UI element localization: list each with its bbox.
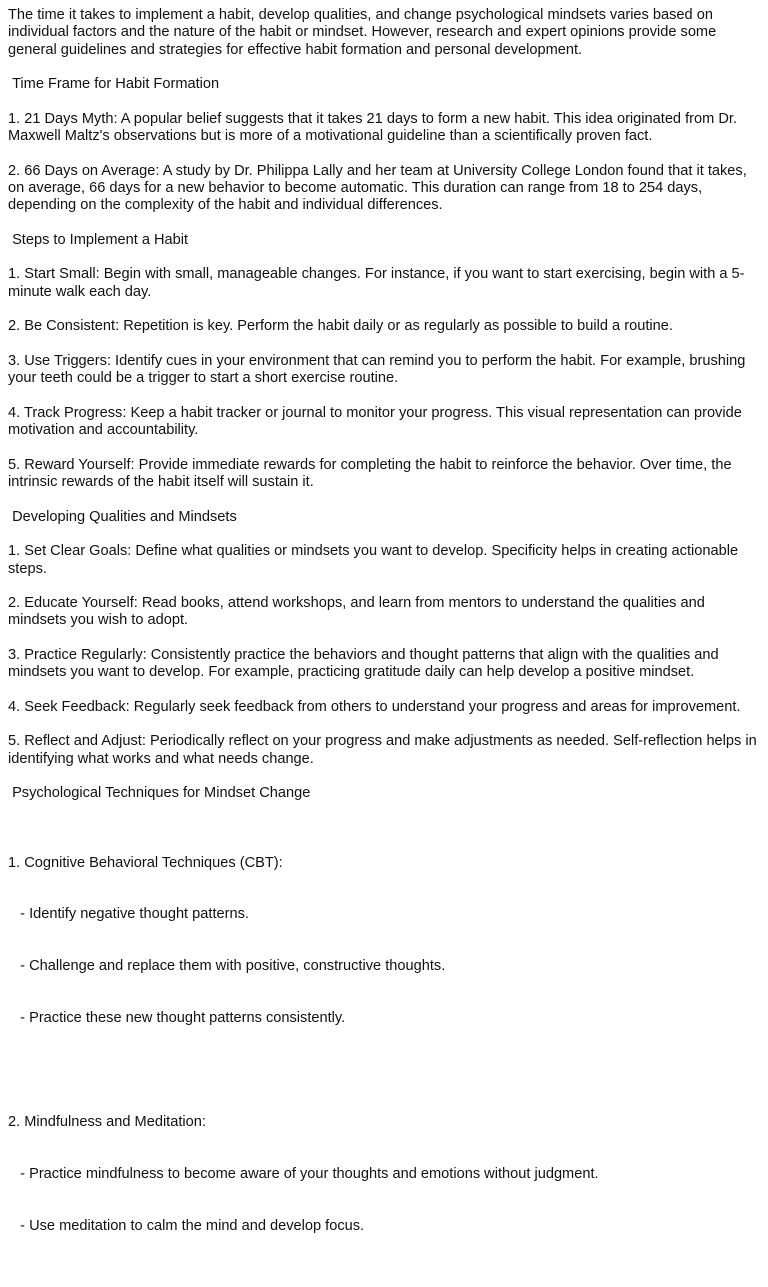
list-item: 2. Educate Yourself: Read books, attend workshops, and learn from mentors to understand the qualities and mindsets you wish to adopt. — [8, 595, 709, 629]
list-item: 4. Seek Feedback: Regularly seek feedback from others to understand your progress and areas for improvement. — [8, 698, 741, 715]
section-heading-qualities: Developing Qualities and Mindsets — [8, 508, 237, 525]
technique-subitem: - Identify negative thought patterns. — [8, 906, 249, 923]
section-heading-time-frame: Time Frame for Habit Formation — [8, 76, 220, 93]
section-heading-steps: Steps to Implement a Habit — [8, 231, 189, 248]
technique-item-cbt — [8, 820, 764, 1062]
list-item: 4. Track Progress: Keep a habit tracker or journal to monitor your progress. This visual representation can provide motivation and accountability. — [8, 404, 746, 439]
technique-item-mindfulness — [8, 1079, 764, 1269]
list-item: 1. Start Small: Begin with small, manageable changes. For instance, if you want to start exercising, begin with a 5-minute walk each day. — [8, 266, 745, 300]
list-item: 2. Be Consistent: Repetition is key. Perform the habit daily or as regularly as possible to build a routine. — [8, 318, 673, 335]
intro-paragraph: The time it takes to implement a habit, develop qualities, and change psychological mindsets varies based on individual factors and the nature of the habit or mindset. However, research and expert opinions provide some general guidelines and strategies for effective habit formation and personal development. — [8, 7, 721, 58]
technique-subitem: - Practice these new thought patterns consistently. — [8, 1010, 346, 1027]
list-item: 1. 21 Days Myth: A popular belief suggests that it takes 21 days to form a new habit. This idea originated from Dr. Maxwell Maltz's observations but is more of a motivational guideline than a scientifically proven fact. — [8, 110, 742, 145]
list-item: 5. Reflect and Adjust: Periodically reflect on your progress and make adjustments as needed. Self-reflection helps in identifying what works and what needs change. — [8, 733, 761, 767]
technique-subitem: - Use meditation to calm the mind and develop focus. — [8, 1217, 365, 1234]
section-heading-techniques: Psychological Techniques for Mindset Change — [8, 785, 311, 802]
list-item: 3. Practice Regularly: Consistently practice the behaviors and thought patterns that align with the qualities and mindsets you want to develop. For example, practicing gratitude daily can help develop a positive mindset. — [8, 646, 723, 681]
list-item: 1. Set Clear Goals: Define what qualities or mindsets you want to develop. Specificity helps in creating actionable steps. — [8, 543, 743, 577]
document-body — [8, 7, 764, 1287]
list-item: 2. 66 Days on Average: A study by Dr. Philippa Lally and her team at University College London found that it takes, on average, 66 days for a new behavior to become automatic. This duration can range from 18 to 254 days, depending on the complexity of the habit and individual differences. — [8, 162, 751, 214]
list-item: 5. Reward Yourself: Provide immediate rewards for completing the habit to reinforce the behavior. Over time, the intrinsic rewards of the habit itself will sustain it. — [8, 456, 736, 491]
technique-title: 1. Cognitive Behavioral Techniques (CBT): — [8, 854, 283, 871]
technique-subitem: - Challenge and replace them with positive, constructive thoughts. — [8, 958, 446, 975]
list-item: 3. Use Triggers: Identify cues in your environment that can remind you to perform the habit. For example, brushing your teeth could be a trigger to start a short exercise routine. — [8, 352, 750, 387]
technique-title: 2. Mindfulness and Meditation: — [8, 1114, 206, 1130]
technique-subitem: - Practice mindfulness to become aware of your thoughts and emotions without judgment. — [8, 1165, 599, 1182]
